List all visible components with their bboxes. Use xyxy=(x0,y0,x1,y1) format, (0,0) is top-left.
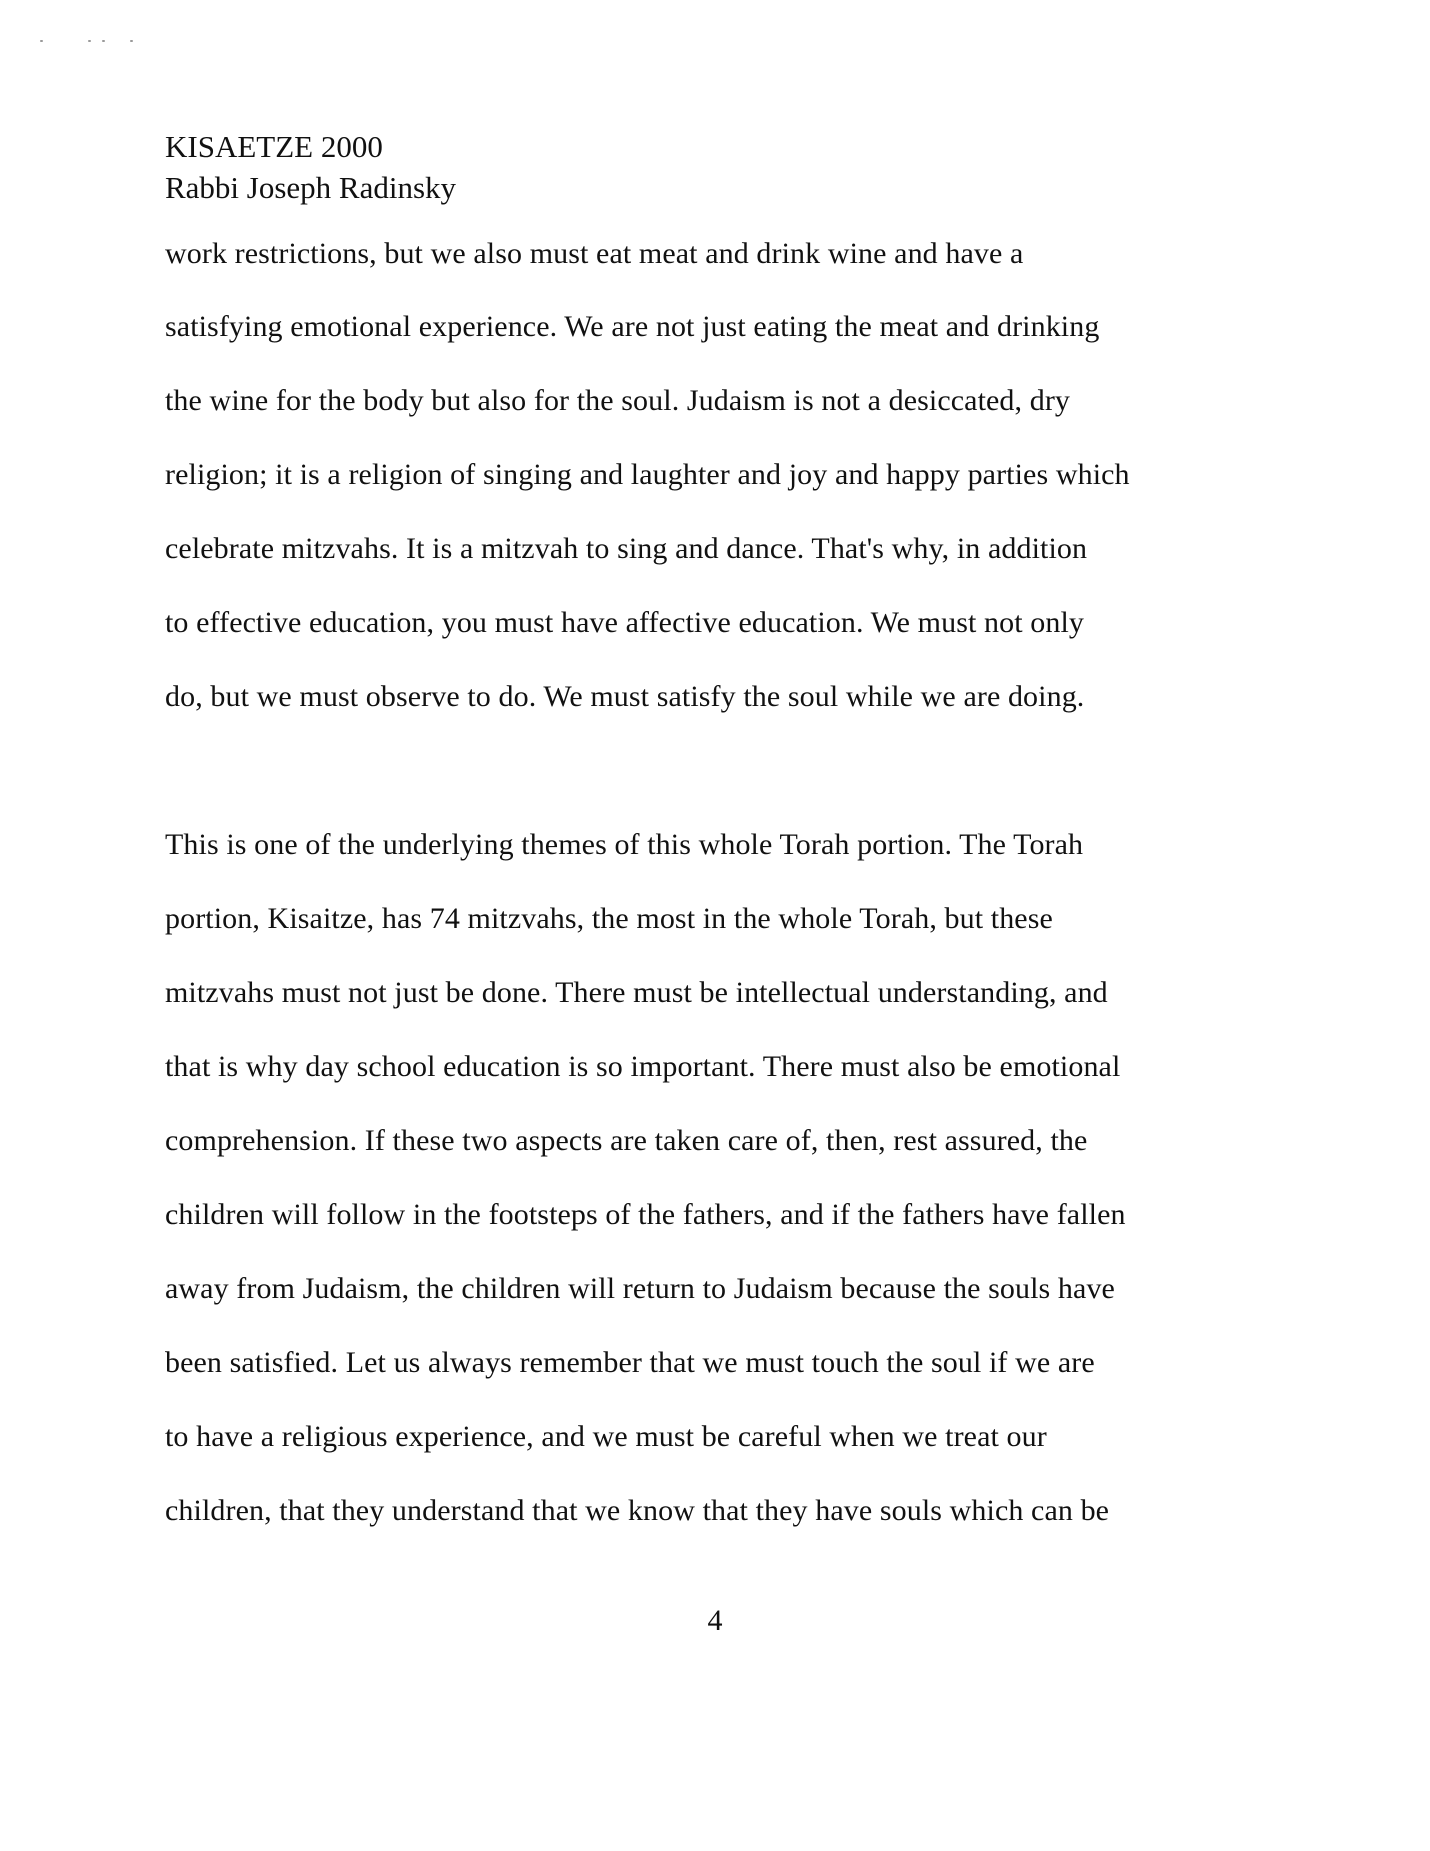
paragraph-line: religion; it is a religion of singing and laughter and joy and happy parties which xyxy=(165,458,1130,491)
scan-speck xyxy=(130,40,133,42)
paragraph-line: satisfying emotional experience. We are not just eating the meat and drinking xyxy=(165,310,1100,343)
paragraph-line: comprehension. If these two aspects are taken care of, then, rest assured, the xyxy=(165,1124,1088,1157)
paragraph-line: This is one of the underlying themes of this whole Torah portion. The Torah xyxy=(165,828,1084,861)
paragraph-line: to effective education, you must have affective education. We must not only xyxy=(165,606,1084,639)
scan-speck xyxy=(88,40,91,42)
paragraph-line: work restrictions, but we also must eat meat and drink wine and have a xyxy=(165,237,1024,270)
document-header xyxy=(165,126,456,208)
paragraph-line: to have a religious experience, and we must be careful when we treat our xyxy=(165,1420,1047,1453)
paragraph-line: celebrate mitzvahs. It is a mitzvah to sing and dance. That's why, in addition xyxy=(165,532,1088,565)
paragraph-line: children will follow in the footsteps of the fathers, and if the fathers have fallen xyxy=(165,1198,1126,1231)
paragraph-line: children, that they understand that we know that they have souls which can be xyxy=(165,1494,1110,1527)
scan-speck xyxy=(102,40,105,42)
paragraph-line: been satisfied. Let us always remember that we must touch the soul if we are xyxy=(165,1346,1095,1379)
paragraph-line: mitzvahs must not just be done. There must be intellectual understanding, and xyxy=(165,976,1108,1009)
paragraph-line: the wine for the body but also for the soul. Judaism is not a desiccated, dry xyxy=(165,384,1071,417)
paragraph-line: do, but we must observe to do. We must satisfy the soul while we are doing. xyxy=(165,680,1085,713)
document-title: KISAETZE 2000 xyxy=(165,129,383,164)
scan-specks xyxy=(40,38,140,46)
scan-speck xyxy=(40,40,43,42)
page-number: 4 xyxy=(707,1604,723,1637)
document-author: Rabbi Joseph Radinsky xyxy=(165,170,457,205)
paragraph-line: that is why day school education is so important. There must also be emotional xyxy=(165,1050,1121,1083)
paragraph-line: away from Judaism, the children will return to Judaism because the souls have xyxy=(165,1272,1115,1305)
paragraph-line: portion, Kisaitze, has 74 mitzvahs, the most in the whole Torah, but these xyxy=(165,902,1053,935)
